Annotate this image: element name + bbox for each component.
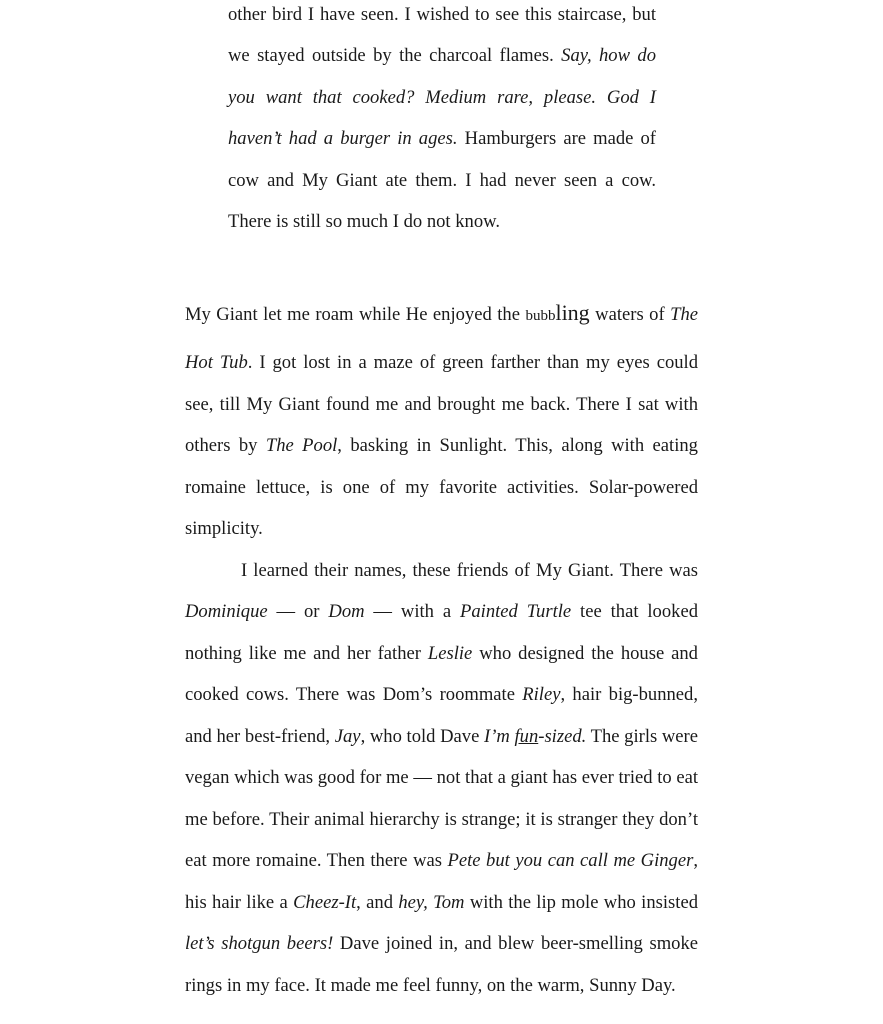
underlined-fun: fun bbox=[514, 725, 539, 747]
text-span: My Giant let me roam while He enjoyed the bbox=[185, 304, 526, 325]
text-span: , and bbox=[356, 891, 399, 913]
indented-passage bbox=[228, 0, 656, 242]
text-span: I learned their names, these friends of My Giant. There was bbox=[241, 559, 698, 581]
text-span: I’m bbox=[484, 725, 515, 747]
text-span: — with a bbox=[364, 601, 461, 622]
text-span: , his hair like a bbox=[185, 850, 698, 913]
text-span: waters of bbox=[589, 304, 671, 325]
hot-tub-name: The Hot Tub bbox=[185, 304, 699, 373]
text-span: The girls were vegan which was good for me — not that a giant has ever tried to eat me before. Their animal hierarchy is strange; it is stranger they don’t eat more romaine. Then there was bbox=[185, 725, 698, 871]
name-riley: Riley bbox=[522, 684, 561, 705]
painted-turtle-tee: Painted Turtle bbox=[460, 601, 572, 622]
text-span: -sized. bbox=[538, 725, 587, 747]
text-span: tee that looked nothing like me and her father bbox=[185, 601, 698, 664]
text-span: , basking in Sunlight. This, along with eating romaine lettuce, is one of my favorite activities. Solar-powered simplicity. bbox=[185, 435, 698, 539]
main-text bbox=[185, 287, 698, 1006]
cheez-it: Cheez-It bbox=[293, 891, 357, 913]
name-jay: Jay bbox=[334, 725, 361, 747]
pool-name: The Pool bbox=[265, 435, 338, 456]
text-span: with the lip mole who insisted bbox=[464, 891, 698, 913]
name-tom: hey, Tom bbox=[398, 891, 465, 913]
name-leslie: Leslie bbox=[427, 642, 473, 664]
text-span: Dave joined in, and blew beer-smelling smoke rings in my face. It made me feel funny, on the warm, Sunny Day. bbox=[185, 933, 699, 996]
name-pete: Pete but you can call me Ginger bbox=[447, 850, 694, 871]
italic-dialogue: Say, how do you want that cooked? Medium rare, please. God I haven’t had a burger in ages. bbox=[228, 45, 656, 150]
text-span: other bird I have seen. I wished to see this staircase, but we stayed outside by the charcoal flames. bbox=[228, 4, 656, 67]
bubbling-small: bubb bbox=[525, 308, 556, 324]
paragraph-hot-tub bbox=[185, 287, 698, 550]
shotgun-quote: let’s shotgun beers! bbox=[185, 933, 334, 954]
text-span: Hamburgers are made of cow and My Giant ate them. I had never seen a cow. There is still so much I do not know. bbox=[228, 128, 656, 233]
text-span: , hair big-bunned, and her best-friend, bbox=[185, 684, 698, 747]
text-span: who designed the house and cooked cows. There was Dom’s roommate bbox=[185, 642, 698, 705]
name-dom: Dom bbox=[328, 601, 365, 622]
paragraph-friends bbox=[185, 550, 698, 1007]
fun-sized-quote bbox=[484, 726, 586, 747]
passage-paragraph bbox=[228, 0, 656, 242]
text-span: — or bbox=[267, 601, 329, 622]
bubbling-large: ling bbox=[555, 300, 590, 325]
text-span: , who told Dave bbox=[360, 725, 485, 747]
name-dominique: Dominique bbox=[185, 601, 268, 622]
text-span: . I got lost in a maze of green farther than my eyes could see, till My Giant found me and brought me back. There I sat with others by bbox=[185, 352, 699, 456]
